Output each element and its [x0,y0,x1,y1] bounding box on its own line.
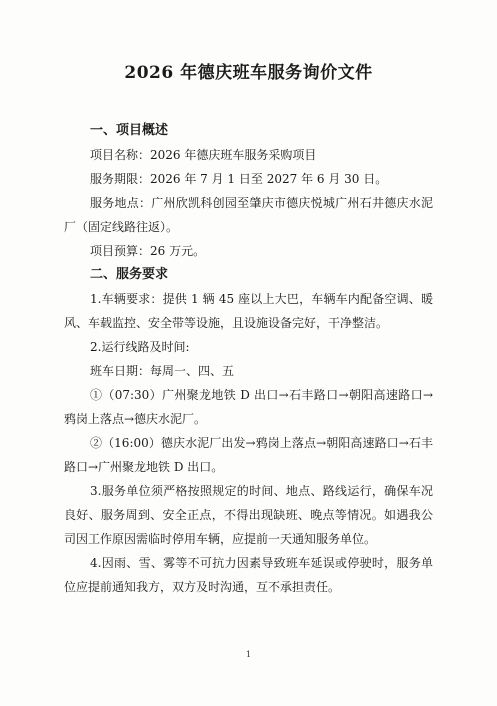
route-and-time-heading: 2.运行线路及时间: [90,340,190,354]
document-title: 2026 年德庆班车服务询价文件 [124,63,373,83]
section-heading-overview: 一、项目概述 [90,123,169,138]
route-afternoon: ②（16:00）德庆水泥厂出发→鸦岗上落点→朝阳高速路口→石丰路口→广州聚龙地铁 D 出口。 [64,436,433,474]
page-number: 1 [245,650,252,659]
project-budget: 项目预算：26 万元。 [90,244,206,258]
service-period: 服务期限：2026 年 7 月 1 日至 2027 年 6 月 30 日。 [90,172,388,186]
operation-requirements: 3.服务单位须严格按照规定的时间、地点、路线运行，确保车况良好、服务周到、安全正点，不得出现缺班、晚点等情况。如遇我公司因工作原因需临时停用车辆，应提前一天通知服务单位。 [64,484,433,546]
route-morning: ①（07:30）广州聚龙地铁 D 出口→石丰路口→朝阳高速路口→鸦岗上落点→德庆水泥厂。 [64,388,433,426]
section-service-requirements [64,263,433,599]
bus-schedule-days: 班车日期：每周一、四、五 [90,364,235,378]
force-majeure-clause: 4.因雨、雪、雾等不可抗力因素导致班车延误或停驶时，服务单位应提前通知我方，双方及时沟通，互不承担责任。 [64,556,433,594]
vehicle-requirements: 1.车辆要求：提供 1 辆 45 座以上大巴，车辆车内配备空调、暖风、车载监控、安全带等设施，且设施设备完好，干净整洁。 [64,292,433,330]
project-name: 项目名称：2026 年德庆班车服务采购项目 [90,148,317,162]
section-heading-requirements: 二、服务要求 [90,267,169,282]
service-location: 服务地点：广州欣凯科创园至肇庆市德庆悦城广州石井德庆水泥厂（固定线路往返）。 [64,196,433,234]
section-project-overview [64,119,433,263]
